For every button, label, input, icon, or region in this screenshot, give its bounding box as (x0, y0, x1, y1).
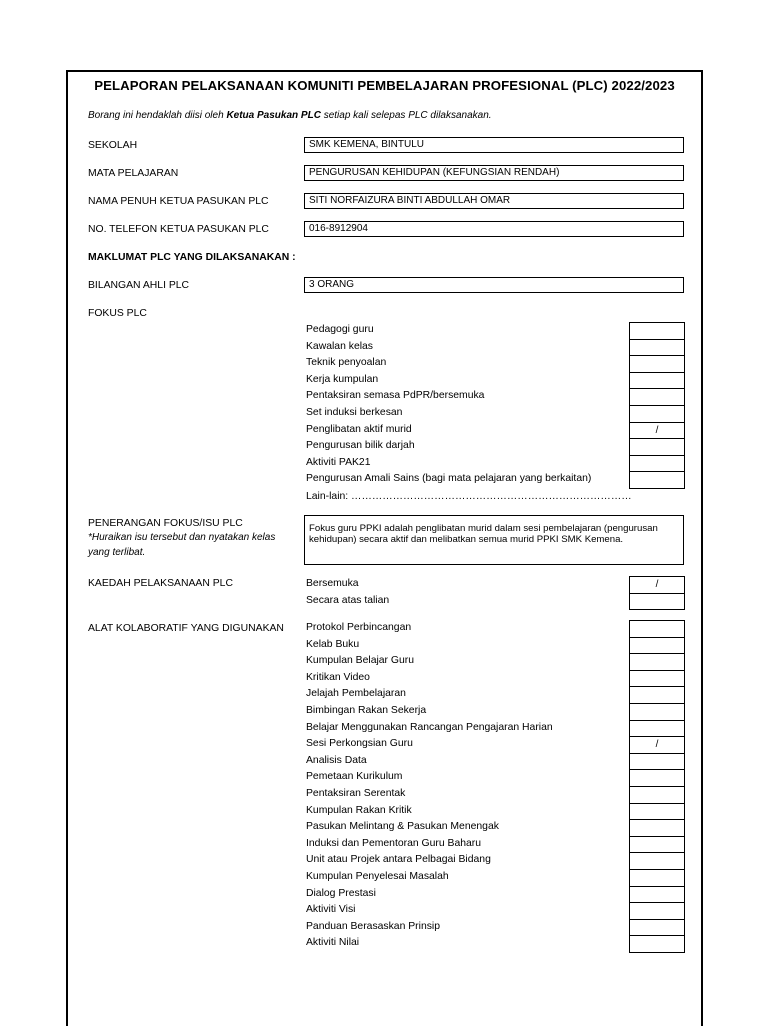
alat-option-label: Analisis Data (306, 754, 367, 766)
alat-option-label: Induksi dan Pementoran Guru Baharu (306, 837, 482, 849)
alat-checkbox[interactable] (629, 836, 685, 854)
alat-checkbox[interactable] (629, 769, 685, 787)
note-text-end: setiap kali selepas PLC dilaksanakan. (320, 110, 492, 121)
alat-option-label: Dialog Prestasi (306, 887, 376, 899)
note-emphasis: Ketua Pasukan PLC (226, 110, 321, 121)
alat-checkbox[interactable] (629, 803, 685, 821)
alat-checkbox[interactable] (629, 869, 685, 887)
fokus-checkbox[interactable] (629, 455, 685, 473)
alat-option-label: Pasukan Melintang & Pasukan Menengak (306, 821, 499, 833)
alat-option-label: Unit atau Projek antara Pelbagai Bidang (306, 854, 491, 866)
fokus-option-label: Kawalan kelas (306, 340, 374, 352)
alat-checkbox[interactable] (629, 620, 685, 638)
kaedah-checkbox[interactable]: / (629, 576, 685, 594)
fokus-option-label: Pedagogi guru (306, 324, 374, 335)
bilangan-ahli-field[interactable]: 3 ORANG (304, 277, 684, 293)
alat-option-label: Panduan Berasaskan Prinsip (306, 920, 441, 932)
alat-option-label: Kumpulan Penyelesai Masalah (306, 871, 449, 882)
label-mata-pelajaran: MATA PELAJARAN (88, 168, 179, 179)
label-bilangan-ahli: BILANGAN AHLI PLC (88, 280, 190, 291)
label-penerangan (88, 517, 298, 560)
alat-checkbox[interactable] (629, 670, 685, 688)
fokus-checkbox[interactable] (629, 405, 685, 423)
fokus-checkbox[interactable] (629, 438, 685, 456)
alat-option-label: Pemetaan Kurikulum (306, 771, 403, 783)
alat-option-label: Kritikan Video (306, 671, 370, 683)
alat-option-label: Pentaksiran Serentak (306, 788, 406, 799)
alat-checkbox[interactable] (629, 703, 685, 721)
alat-checkbox[interactable] (629, 935, 685, 953)
alat-option-label: Aktiviti Nilai (306, 937, 360, 949)
fokus-checkbox[interactable] (629, 388, 685, 406)
fokus-lain-lain: Lain-lain: ……………………………………………………………………… (306, 491, 632, 502)
label-fokus-plc: FOKUS PLC (88, 308, 147, 319)
alat-checkbox[interactable] (629, 852, 685, 870)
alat-checkbox[interactable] (629, 686, 685, 704)
label-kaedah: KAEDAH PELAKSANAAN PLC (88, 578, 233, 589)
nama-ketua-field[interactable]: SITI NORFAIZURA BINTI ABDULLAH OMAR (304, 193, 684, 209)
label-sekolah: SEKOLAH (88, 140, 138, 151)
label-nama-ketua: NAMA PENUH KETUA PASUKAN PLC (88, 196, 269, 207)
fokus-checkbox[interactable] (629, 372, 685, 390)
form-title: PELAPORAN PELAKSANAAN KOMUNITI PEMBELAJARAN PROFESIONAL (PLC) 2022/2023 (94, 78, 675, 93)
section-heading: MAKLUMAT PLC YANG DILAKSANAKAN : (88, 252, 296, 263)
note-text: Borang ini hendaklah diisi oleh (88, 110, 227, 121)
alat-checkbox[interactable] (629, 653, 685, 671)
instruction-note (88, 110, 492, 121)
fokus-checkbox[interactable] (629, 471, 685, 489)
fokus-checkbox[interactable] (629, 355, 685, 373)
alat-checkbox[interactable] (629, 753, 685, 771)
fokus-checkbox[interactable] (629, 339, 685, 357)
alat-checkbox[interactable] (629, 637, 685, 655)
alat-option-label: Kumpulan Belajar Guru (306, 655, 415, 667)
alat-option-label: Protokol Perbincangan (306, 622, 412, 633)
alat-option-label: Aktiviti Visi (306, 904, 356, 916)
fokus-option-label: Pengurusan Amali Sains (bagi mata pelajaran yang berkaitan) (306, 473, 592, 485)
no-telefon-field[interactable]: 016-8912904 (304, 221, 684, 237)
alat-checkbox[interactable] (629, 819, 685, 837)
alat-option-label: Jelajah Pembelajaran (306, 688, 406, 700)
alat-checkbox[interactable] (629, 919, 685, 937)
penerangan-textarea[interactable]: Fokus guru PPKI adalah penglibatan murid dalam sesi pembelajaran (pengurusan kehidupan) secara aktif dan melibatkan semua murid PPKI SMK Kemena. (304, 515, 684, 565)
alat-checkbox[interactable] (629, 720, 685, 738)
fokus-checkbox[interactable]: / (629, 422, 685, 440)
fokus-option-label: Set induksi berkesan (306, 407, 403, 418)
fokus-option-label: Penglibatan aktif murid (306, 423, 412, 435)
fokus-option-label: Kerja kumpulan (306, 373, 379, 385)
alat-option-label: Sesi Perkongsian Guru (306, 738, 413, 750)
fokus-option-label: Teknik penyoalan (306, 357, 387, 369)
kaedah-checkbox[interactable] (629, 593, 685, 611)
alat-checkbox[interactable]: / (629, 736, 685, 754)
report-form (66, 70, 703, 1026)
alat-option-label: Kumpulan Rakan Kritik (306, 804, 412, 816)
fokus-option-label: Pengurusan bilik darjah (306, 440, 415, 452)
alat-checkbox[interactable] (629, 786, 685, 804)
alat-option-label: Kelab Buku (306, 638, 360, 650)
label-alat-kolaboratif: ALAT KOLABORATIF YANG DIGUNAKAN (88, 623, 284, 634)
mata-pelajaran-field[interactable]: PENGURUSAN KEHIDUPAN (KEFUNGSIAN RENDAH) (304, 165, 684, 181)
fokus-option-label: Aktiviti PAK21 (306, 456, 371, 468)
kaedah-option-label: Secara atas talian (306, 594, 390, 606)
alat-option-label: Bimbingan Rakan Sekerja (306, 705, 427, 716)
alat-checkbox[interactable] (629, 886, 685, 904)
fokus-option-label: Pentaksiran semasa PdPR/bersemuka (306, 390, 485, 402)
sekolah-field[interactable]: SMK KEMENA, BINTULU (304, 137, 684, 153)
penerangan-hint: *Huraikan isu tersebut dan nyatakan kelas yang terlibat. (88, 532, 276, 558)
alat-checkbox[interactable] (629, 902, 685, 920)
label-no-telefon: NO. TELEFON KETUA PASUKAN PLC (88, 224, 269, 235)
penerangan-title: PENERANGAN FOKUS/ISU PLC (88, 518, 243, 529)
fokus-checkbox[interactable] (629, 322, 685, 340)
kaedah-option-label: Bersemuka (306, 578, 359, 589)
alat-option-label: Belajar Menggunakan Rancangan Pengajaran Harian (306, 721, 553, 733)
